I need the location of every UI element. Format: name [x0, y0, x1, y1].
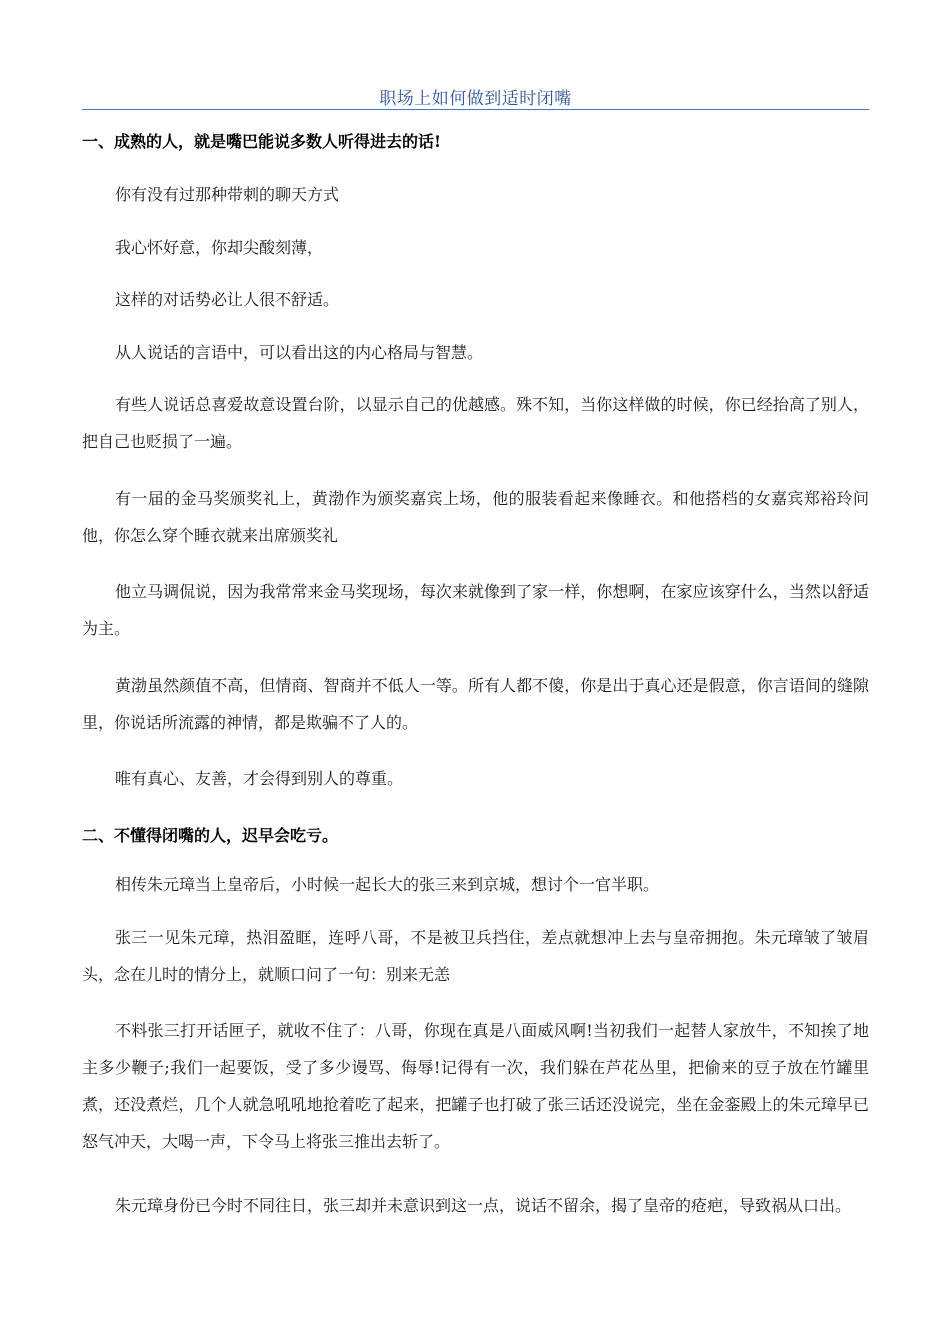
title-underline — [82, 109, 869, 110]
paragraph: 相传朱元璋当上皇帝后，小时候一起长大的张三来到京城，想讨个一官半职。 — [115, 875, 660, 894]
document-title: 职场上如何做到适时闭嘴 — [379, 89, 572, 109]
paragraph: 你有没有过那种带刺的聊天方式 — [115, 185, 340, 204]
section-heading-1: 一、成熟的人，就是嘴巴能说多数人听得进去的话! — [82, 132, 442, 151]
paragraph: 不料张三打开话匣子，就收不住了：八哥，你现在真是八面威风啊!当初我们一起替人家放牛，不知挨了地主多少鞭子;我们一起要饭，受了多少谩骂、侮辱!记得有一次，我们躲在芦花丛里，把偷来的豆子放在竹罐里煮，还没煮烂，几个人就急吼吼地抢着吃了起来，把罐子也打破了张三话还没说完，坐在金銮殿上的朱元璋早已怒气冲天，大喝一声，下令马上将张三推出去斩了。 — [82, 1021, 869, 1151]
paragraph: 这样的对话势必让人很不舒适。 — [115, 290, 340, 309]
paragraph: 朱元璋身份已今时不同往日，张三却并未意识到这一点，说话不留余，揭了皇帝的疮疤，导致祸从口出。 — [115, 1196, 852, 1215]
section-heading-2: 二、不懂得闭嘴的人，迟早会吃亏。 — [82, 826, 339, 845]
paragraph: 从人说话的言语中，可以看出这的内心格局与智慧。 — [115, 343, 484, 362]
paragraph: 有一届的金马奖颁奖礼上，黄渤作为颁奖嘉宾上场，他的服装看起来像睡衣。和他搭档的女嘉宾郑裕玲问他，你怎么穿个睡衣就来出席颁奖礼 — [82, 489, 869, 545]
paragraph: 唯有真心、友善，才会得到别人的尊重。 — [115, 769, 404, 788]
paragraph: 有些人说话总喜爱故意设置台阶，以显示自己的优越感。殊不知，当你这样做的时候，你已经抬高了别人，把自己也贬损了一遍。 — [82, 395, 869, 451]
paragraph: 黄渤虽然颜值不高，但情商、智商并不低人一等。所有人都不傻，你是出于真心还是假意，你言语间的缝隙里，你说话所流露的神情，都是欺骗不了人的。 — [82, 676, 869, 732]
paragraph: 他立马调侃说，因为我常常来金马奖现场，每次来就像到了家一样，你想啊，在家应该穿什么，当然以舒适为主。 — [82, 582, 869, 638]
paragraph: 张三一见朱元璋，热泪盈眶，连呼八哥，不是被卫兵挡住，差点就想冲上去与皇帝拥抱。朱元璋皱了皱眉头，念在儿时的情分上，就顺口问了一句：别来无恙 — [82, 928, 869, 984]
paragraph: 我心怀好意，你却尖酸刻薄， — [115, 238, 324, 257]
